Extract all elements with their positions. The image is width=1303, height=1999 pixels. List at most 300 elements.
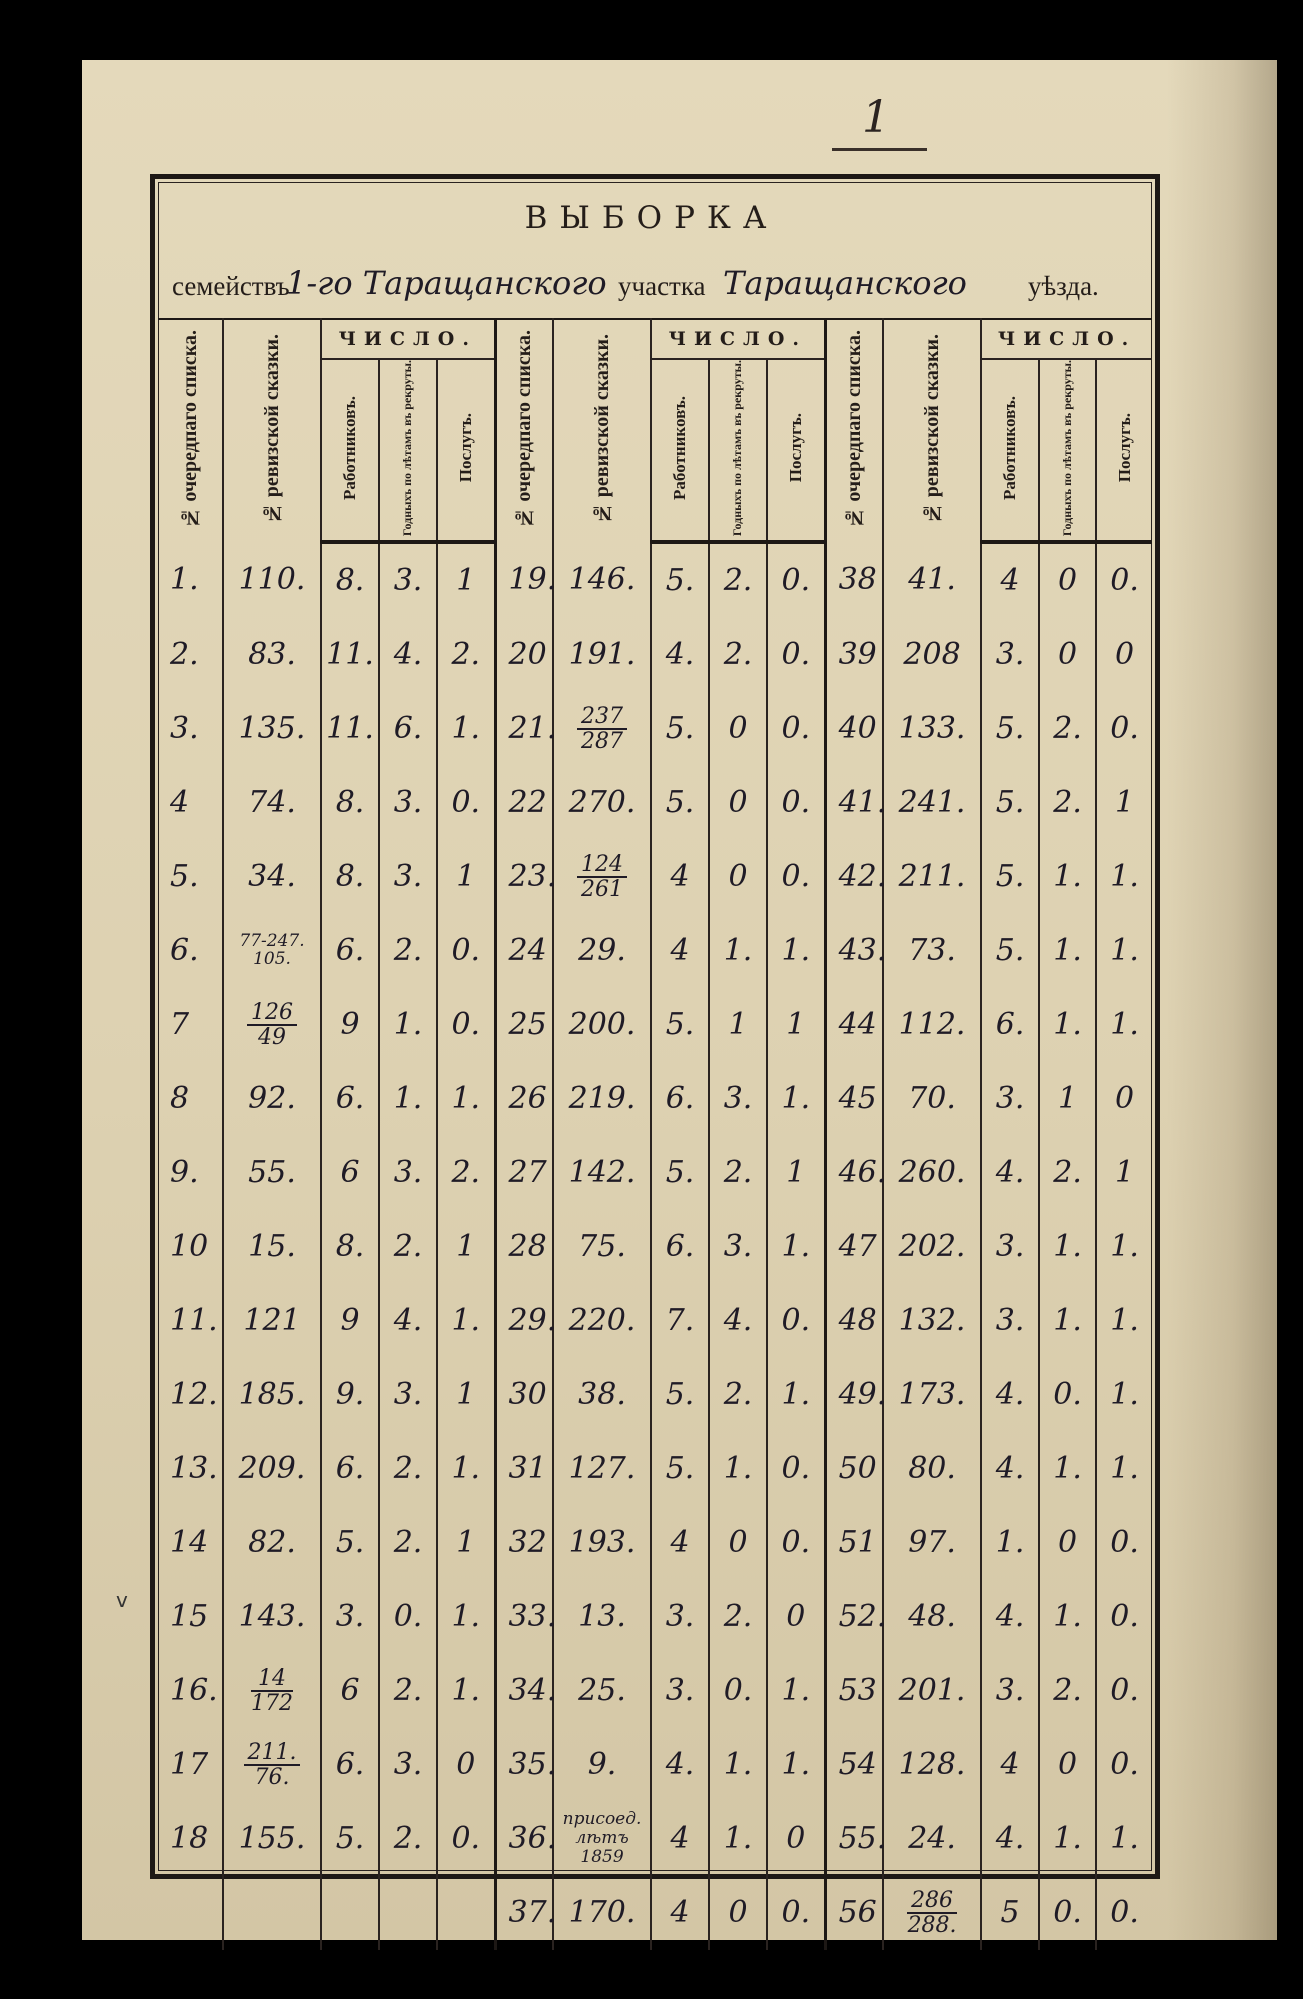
cell-workers: 5. — [981, 840, 1039, 914]
cell-revision-no: 80. — [883, 1432, 981, 1506]
cell-fit-recruits: 1. — [709, 914, 767, 988]
cell-fit-recruits: 1. — [709, 1432, 767, 1506]
revision-denominator: 261 — [581, 876, 624, 902]
cell-revision-no: 132. — [883, 1284, 981, 1358]
cell-revision-no: 170. — [553, 1876, 651, 1950]
header-queue-no: № очередпаго списка. — [495, 319, 553, 542]
cell-revision-no: 48. — [883, 1580, 981, 1654]
cell-queue-no: 47 — [825, 1210, 883, 1284]
cell-queue-no: 30 — [495, 1358, 553, 1432]
cell-fit-recruits: 0. — [379, 1580, 437, 1654]
cell-fit-recruits: 0 — [1039, 1728, 1096, 1802]
cell-queue-no: 42. — [825, 840, 883, 914]
cell-queue-no: 17 — [158, 1728, 223, 1802]
cell-last-recruits: 1. — [767, 1358, 825, 1432]
cell-fit-recruits: 2. — [709, 1136, 767, 1210]
cell-last-recruits: 0. — [767, 1432, 825, 1506]
cell-workers: 5. — [981, 692, 1039, 766]
revision-fraction — [577, 705, 627, 753]
cell-revision-no: 201. — [883, 1654, 981, 1728]
revision-denominator: 287 — [581, 728, 624, 754]
cell-last-recruits: 1 — [767, 988, 825, 1062]
cell-workers: 5. — [321, 1506, 379, 1580]
cell-fit-recruits: 0 — [1039, 1506, 1096, 1580]
cell-workers: 3. — [651, 1654, 709, 1728]
cell-fit-recruits: 4. — [379, 1284, 437, 1358]
cell-last-recruits: 0. — [1110, 1525, 1139, 1561]
cell-last-recruits: 0. — [1110, 1599, 1139, 1635]
cell-last-recruits: 1. — [1110, 1451, 1139, 1487]
cell-queue-no: 16. — [158, 1654, 223, 1728]
table-row — [158, 1284, 1152, 1358]
margin-check-mark: v — [116, 1588, 128, 1612]
cell-workers: 6. — [321, 1432, 379, 1506]
cell-revision-no: 38. — [553, 1358, 651, 1432]
cell-workers: 4 — [651, 840, 709, 914]
header-workers: Работниковъ. — [981, 359, 1039, 542]
cell-queue-no: 38 — [825, 542, 883, 618]
cell-workers: 4. — [981, 1358, 1039, 1432]
table-row — [158, 692, 1152, 766]
subtitle-district-handwritten: 1-го Таращанского — [286, 264, 607, 302]
cell-revision-no: 82. — [223, 1506, 321, 1580]
cell-fit-recruits: 2. — [379, 1506, 437, 1580]
cell-workers: 4 — [981, 542, 1039, 618]
cell-revision-no — [223, 1654, 321, 1728]
cell-queue-no: 50 — [825, 1432, 883, 1506]
cell-last-recruits: 1. — [1110, 1229, 1139, 1265]
header-revision-no: № ревизской сказки. — [223, 319, 321, 542]
cell-revision-no: 143. — [223, 1580, 321, 1654]
table-row — [158, 1210, 1152, 1284]
revision-fraction — [251, 1667, 293, 1715]
cell-fit-recruits: 2. — [1039, 692, 1096, 766]
cell-last-recruits: 2. — [437, 618, 495, 692]
cell-fit-recruits: 2. — [1039, 1654, 1096, 1728]
revision-denominator: 76. — [254, 1764, 290, 1790]
cell-fit-recruits: 3. — [709, 1210, 767, 1284]
cell-fit-recruits: 3. — [379, 766, 437, 840]
revision-line-2: 105. — [253, 949, 291, 970]
cell-workers: 5. — [651, 1136, 709, 1210]
cell-fit-recruits: 0 — [709, 692, 767, 766]
cell-workers: 5. — [651, 766, 709, 840]
cell-fit-recruits: 2. — [379, 1654, 437, 1728]
table-row — [158, 618, 1152, 692]
table-row — [158, 1136, 1152, 1210]
cell-queue-no: 46. — [825, 1136, 883, 1210]
cell-fit-recruits: 1. — [1039, 988, 1096, 1062]
cell-revision-no: 209. — [223, 1432, 321, 1506]
cell-queue-no: 56 — [825, 1876, 883, 1950]
cell-last-recruits: 0. — [767, 1876, 825, 1950]
revision-fraction — [907, 1889, 957, 1937]
header-revision-no: № ревизской сказки. — [883, 319, 981, 542]
cell-fit-recruits: 0 — [709, 766, 767, 840]
table-row — [158, 1802, 1152, 1876]
cell-last-recruits: 0. — [767, 1284, 825, 1358]
table-row — [158, 766, 1152, 840]
cell-fit-recruits: 3. — [379, 1136, 437, 1210]
cell-workers: 5. — [651, 1358, 709, 1432]
table-row — [158, 1506, 1152, 1580]
cell-last-recruits: 1. — [1110, 859, 1139, 895]
cell-workers: 6. — [651, 1210, 709, 1284]
cell-workers: 5. — [321, 1802, 379, 1876]
cell-last-recruits: 0. — [767, 840, 825, 914]
cell-last-recruits: 0 — [1115, 637, 1135, 673]
cell-fit-recruits: 1. — [1039, 840, 1096, 914]
cell-queue-no: 41. — [825, 766, 883, 840]
header-row-top — [158, 319, 1152, 359]
subtitle-prefix: семействъ — [172, 271, 290, 301]
cell-last-recruits: 0. — [767, 1506, 825, 1580]
revision-two-line — [239, 932, 304, 969]
cell-queue-no: 2. — [158, 618, 223, 692]
header-number-group: ЧИСЛО. — [321, 319, 495, 359]
cell-revision-no: 110. — [223, 542, 321, 618]
cell-queue-no: 1. — [158, 542, 223, 618]
cell-fit-recruits: 2. — [1039, 766, 1096, 840]
cell-last-recruits: 1. — [437, 1580, 495, 1654]
table-row — [158, 542, 1152, 618]
cell-fit-recruits: 1. — [379, 1062, 437, 1136]
cell-last-recruits: 1. — [767, 1654, 825, 1728]
cell-workers: 8. — [321, 542, 379, 618]
cell-queue-no: 33. — [495, 1580, 553, 1654]
cell-queue-no: 5. — [158, 840, 223, 914]
cell-queue-no: 23. — [495, 840, 553, 914]
cell-fit-recruits: 2. — [1039, 1136, 1096, 1210]
cell-workers: 4. — [981, 1136, 1039, 1210]
cell-fit-recruits: 3. — [379, 1728, 437, 1802]
cell-workers: 6 — [321, 1136, 379, 1210]
cell-fit-recruits: 4. — [709, 1284, 767, 1358]
paper-edge-shadow — [1167, 60, 1277, 1940]
revision-numerator: 14 — [251, 1667, 293, 1692]
cell-revision-no: 155. — [223, 1802, 321, 1876]
header-last-recruits: Послугъ. — [437, 359, 495, 542]
cell-queue-no: 6. — [158, 914, 223, 988]
cell-queue-no: 15 — [158, 1580, 223, 1654]
cell-queue-no: 19. — [495, 542, 553, 618]
cell-fit-recruits: 0. — [709, 1654, 767, 1728]
table-row — [158, 1358, 1152, 1432]
cell-last-recruits: 0. — [1110, 1747, 1139, 1783]
cell-queue-no: 34. — [495, 1654, 553, 1728]
cell-fit-recruits: 1. — [1039, 1580, 1096, 1654]
cell-fit-recruits: 3. — [379, 840, 437, 914]
document-title: ВЫБОРКА — [524, 200, 779, 236]
cell-last-recruits: 1 — [437, 1210, 495, 1284]
cell-last-recruits: 1. — [1110, 1377, 1139, 1413]
cell-workers: 3. — [981, 1654, 1039, 1728]
cell-workers: 4. — [981, 1580, 1039, 1654]
table-row — [158, 1062, 1152, 1136]
cell-revision-no: 211. — [883, 840, 981, 914]
cell-revision-no: 173. — [883, 1358, 981, 1432]
cell-workers: 4. — [981, 1802, 1039, 1876]
selection-table — [158, 318, 1152, 1950]
cell-fit-recruits: 1. — [1039, 1210, 1096, 1284]
cell-revision-no: 241. — [883, 766, 981, 840]
cell-workers: 4. — [981, 1432, 1039, 1506]
cell-revision-no: 193. — [553, 1506, 651, 1580]
cell-revision-no: 185. — [223, 1358, 321, 1432]
cell-queue-no: 31 — [495, 1432, 553, 1506]
cell-revision-no: 83. — [223, 618, 321, 692]
cell-revision-no: 41. — [883, 542, 981, 618]
cell-queue-no: 51 — [825, 1506, 883, 1580]
cell-workers: 5. — [651, 542, 709, 618]
cell-last-recruits: 1. — [1110, 1821, 1139, 1857]
cell-fit-recruits: 0. — [1039, 1358, 1096, 1432]
cell-workers: 5. — [651, 692, 709, 766]
table-row — [158, 1876, 1152, 1950]
subtitle-suffix: уѣзда. — [1028, 271, 1099, 301]
table-row — [158, 840, 1152, 914]
header-last-recruits: Послугъ. — [767, 359, 825, 542]
cell-last-recruits: 1. — [437, 1284, 495, 1358]
cell-queue-no: 20 — [495, 618, 553, 692]
cell-last-recruits: 0. — [1110, 563, 1139, 599]
header-workers: Работниковъ. — [651, 359, 709, 542]
cell-fit-recruits: 1. — [709, 1728, 767, 1802]
cell-workers: 4. — [651, 618, 709, 692]
cell-workers: 9. — [321, 1358, 379, 1432]
header-last-recruits: Послугъ. — [1096, 359, 1152, 542]
cell-fit-recruits: 1. — [709, 1802, 767, 1876]
table-row — [158, 1580, 1152, 1654]
header-queue-no: № очередпаго списка. — [825, 319, 883, 542]
cell-fit-recruits: 0 — [709, 1876, 767, 1950]
cell-last-recruits: 1 — [437, 1358, 495, 1432]
cell-fit-recruits: 1 — [709, 988, 767, 1062]
cell-last-recruits: 1 — [767, 1136, 825, 1210]
cell-queue-no: 27 — [495, 1136, 553, 1210]
revision-line-2: лѣтъ 1859 — [575, 1828, 629, 1867]
cell-queue-no: 22 — [495, 766, 553, 840]
cell-workers: 5. — [651, 988, 709, 1062]
revision-line-1: 77-247. — [239, 930, 305, 951]
cell-last-recruits: 0. — [1110, 1895, 1139, 1931]
cell-queue-no: 14 — [158, 1506, 223, 1580]
cell-fit-recruits: 6. — [379, 692, 437, 766]
cell-queue-no: 49. — [825, 1358, 883, 1432]
cell-queue-no: 9. — [158, 1136, 223, 1210]
cell-fit-recruits: 2. — [709, 542, 767, 618]
cell-queue-no: 53 — [825, 1654, 883, 1728]
cell-queue-no: 10 — [158, 1210, 223, 1284]
cell-workers: 6. — [981, 988, 1039, 1062]
header-fit-recruits: Годныхъ по лѣтамъ въ рекруты. — [709, 359, 767, 542]
cell-workers: 8. — [321, 1210, 379, 1284]
cell-revision-no: 219. — [553, 1062, 651, 1136]
cell-revision-no: 200. — [553, 988, 651, 1062]
cell-revision-no: 191. — [553, 618, 651, 692]
cell-queue-no: 21. — [495, 692, 553, 766]
cell-queue-no: 12. — [158, 1358, 223, 1432]
cell-last-recruits: 1. — [437, 692, 495, 766]
cell-queue-no: 29. — [495, 1284, 553, 1358]
cell-workers: 4. — [651, 1728, 709, 1802]
revision-numerator: 211. — [244, 1741, 301, 1766]
revision-numerator: 286 — [907, 1889, 957, 1914]
revision-two-line — [554, 1810, 650, 1866]
cell-queue-no: 40 — [825, 692, 883, 766]
cell-workers: 6. — [321, 1062, 379, 1136]
cell-fit-recruits: 1. — [1039, 1802, 1096, 1876]
cell-queue-no — [158, 1876, 223, 1950]
cell-fit-recruits: 1. — [1039, 1284, 1096, 1358]
cell-last-recruits: 0 — [437, 1728, 495, 1802]
cell-workers: 1. — [981, 1506, 1039, 1580]
revision-line-1: присоед. — [562, 1809, 642, 1830]
cell-revision-no: 24. — [883, 1802, 981, 1876]
cell-revision-no: 13. — [553, 1580, 651, 1654]
cell-last-recruits: 0. — [1110, 1673, 1139, 1709]
cell-fit-recruits: 1. — [1039, 1432, 1096, 1506]
cell-workers: 6. — [321, 914, 379, 988]
cell-revision-no: 208 — [883, 618, 981, 692]
cell-last-recruits: 1 — [1115, 785, 1135, 821]
cell-last-recruits: 2. — [437, 1136, 495, 1210]
cell-revision-no: 270. — [553, 766, 651, 840]
cell-revision-no — [223, 914, 321, 988]
cell-revision-no: 74. — [223, 766, 321, 840]
cell-queue-no: 55. — [825, 1802, 883, 1876]
cell-queue-no: 18 — [158, 1802, 223, 1876]
cell-revision-no: 202. — [883, 1210, 981, 1284]
cell-queue-no: 54 — [825, 1728, 883, 1802]
revision-denominator: 172 — [251, 1690, 293, 1716]
cell-last-recruits: 1. — [437, 1432, 495, 1506]
cell-revision-no — [223, 988, 321, 1062]
cell-workers: 5. — [651, 1432, 709, 1506]
cell-workers: 3. — [321, 1580, 379, 1654]
cell-queue-no: 4 — [158, 766, 223, 840]
header-workers: Работниковъ. — [321, 359, 379, 542]
cell-last-recruits: 0. — [437, 914, 495, 988]
cell-queue-no: 25 — [495, 988, 553, 1062]
cell-last-recruits: 1. — [437, 1062, 495, 1136]
cell-revision-no: 73. — [883, 914, 981, 988]
page-number: 1 — [862, 92, 890, 143]
cell-revision-no: 128. — [883, 1728, 981, 1802]
cell-fit-recruits: 3. — [709, 1062, 767, 1136]
cell-queue-no: 36. — [495, 1802, 553, 1876]
cell-fit-recruits: 0 — [709, 840, 767, 914]
cell-revision-no: 121 — [223, 1284, 321, 1358]
cell-fit-recruits: 1. — [1039, 914, 1096, 988]
document-subtitle — [158, 258, 1152, 306]
cell-queue-no: 28 — [495, 1210, 553, 1284]
cell-last-recruits: 1. — [1110, 933, 1139, 969]
cell-revision-no — [223, 1876, 321, 1950]
cell-last-recruits: 1 — [437, 1506, 495, 1580]
cell-fit-recruits: 2. — [379, 914, 437, 988]
revision-fraction — [244, 1741, 301, 1789]
header-number-group: ЧИСЛО. — [651, 319, 825, 359]
cell-workers: 8. — [321, 766, 379, 840]
cell-queue-no: 35. — [495, 1728, 553, 1802]
cell-queue-no: 24 — [495, 914, 553, 988]
cell-fit-recruits: 2. — [379, 1802, 437, 1876]
table-row — [158, 988, 1152, 1062]
cell-fit-recruits: 0 — [1039, 618, 1096, 692]
cell-fit-recruits: 1 — [1039, 1062, 1096, 1136]
cell-fit-recruits: 4. — [379, 618, 437, 692]
cell-last-recruits: 0. — [437, 766, 495, 840]
cell-workers: 8. — [321, 840, 379, 914]
cell-fit-recruits: 0 — [1039, 542, 1096, 618]
cell-last-recruits: 1. — [1110, 1007, 1139, 1043]
cell-workers — [321, 1876, 379, 1950]
cell-last-recruits: 0 — [767, 1802, 825, 1876]
cell-revision-no — [883, 1876, 981, 1950]
cell-last-recruits: 1 — [1115, 1155, 1135, 1191]
revision-numerator: 237 — [577, 705, 627, 730]
cell-last-recruits: 1. — [767, 1062, 825, 1136]
cell-queue-no: 3. — [158, 692, 223, 766]
cell-queue-no: 39 — [825, 618, 883, 692]
cell-fit-recruits: 2. — [379, 1432, 437, 1506]
cell-workers: 6. — [651, 1062, 709, 1136]
cell-revision-no: 142. — [553, 1136, 651, 1210]
subtitle-middle: участка — [618, 271, 706, 301]
cell-revision-no: 34. — [223, 840, 321, 914]
cell-revision-no: 112. — [883, 988, 981, 1062]
cell-revision-no: 29. — [553, 914, 651, 988]
cell-workers: 7. — [651, 1284, 709, 1358]
cell-last-recruits: 0 — [1115, 1081, 1135, 1117]
cell-last-recruits: 0. — [767, 766, 825, 840]
cell-workers: 3. — [981, 1062, 1039, 1136]
cell-queue-no: 32 — [495, 1506, 553, 1580]
cell-fit-recruits: 3. — [379, 542, 437, 618]
cell-fit-recruits: 3. — [379, 1358, 437, 1432]
cell-queue-no: 52. — [825, 1580, 883, 1654]
cell-last-recruits — [437, 1876, 495, 1950]
cell-last-recruits: 0. — [767, 692, 825, 766]
cell-workers: 3. — [981, 618, 1039, 692]
cell-workers: 9 — [321, 1284, 379, 1358]
cell-queue-no: 7 — [158, 988, 223, 1062]
cell-last-recruits: 1. — [437, 1654, 495, 1728]
cell-last-recruits: 0. — [1110, 711, 1139, 747]
revision-denominator: 288. — [907, 1912, 957, 1938]
cell-workers: 5 — [981, 1876, 1039, 1950]
header-fit-recruits: Годныхъ по лѣтамъ въ рекруты. — [379, 359, 437, 542]
cell-queue-no: 44 — [825, 988, 883, 1062]
cell-revision-no — [553, 840, 651, 914]
cell-fit-recruits: 2. — [709, 618, 767, 692]
cell-workers: 3. — [981, 1210, 1039, 1284]
cell-workers: 11. — [321, 618, 379, 692]
cell-revision-no: 25. — [553, 1654, 651, 1728]
cell-revision-no: 135. — [223, 692, 321, 766]
header-revision-no: № ревизской сказки. — [553, 319, 651, 542]
cell-last-recruits: 0. — [767, 542, 825, 618]
cell-revision-no: 55. — [223, 1136, 321, 1210]
cell-queue-no: 45 — [825, 1062, 883, 1136]
table-row — [158, 1728, 1152, 1802]
revision-denominator: 49 — [258, 1024, 286, 1050]
cell-revision-no: 260. — [883, 1136, 981, 1210]
cell-revision-no: 97. — [883, 1506, 981, 1580]
cell-revision-no — [553, 692, 651, 766]
cell-revision-no: 75. — [553, 1210, 651, 1284]
